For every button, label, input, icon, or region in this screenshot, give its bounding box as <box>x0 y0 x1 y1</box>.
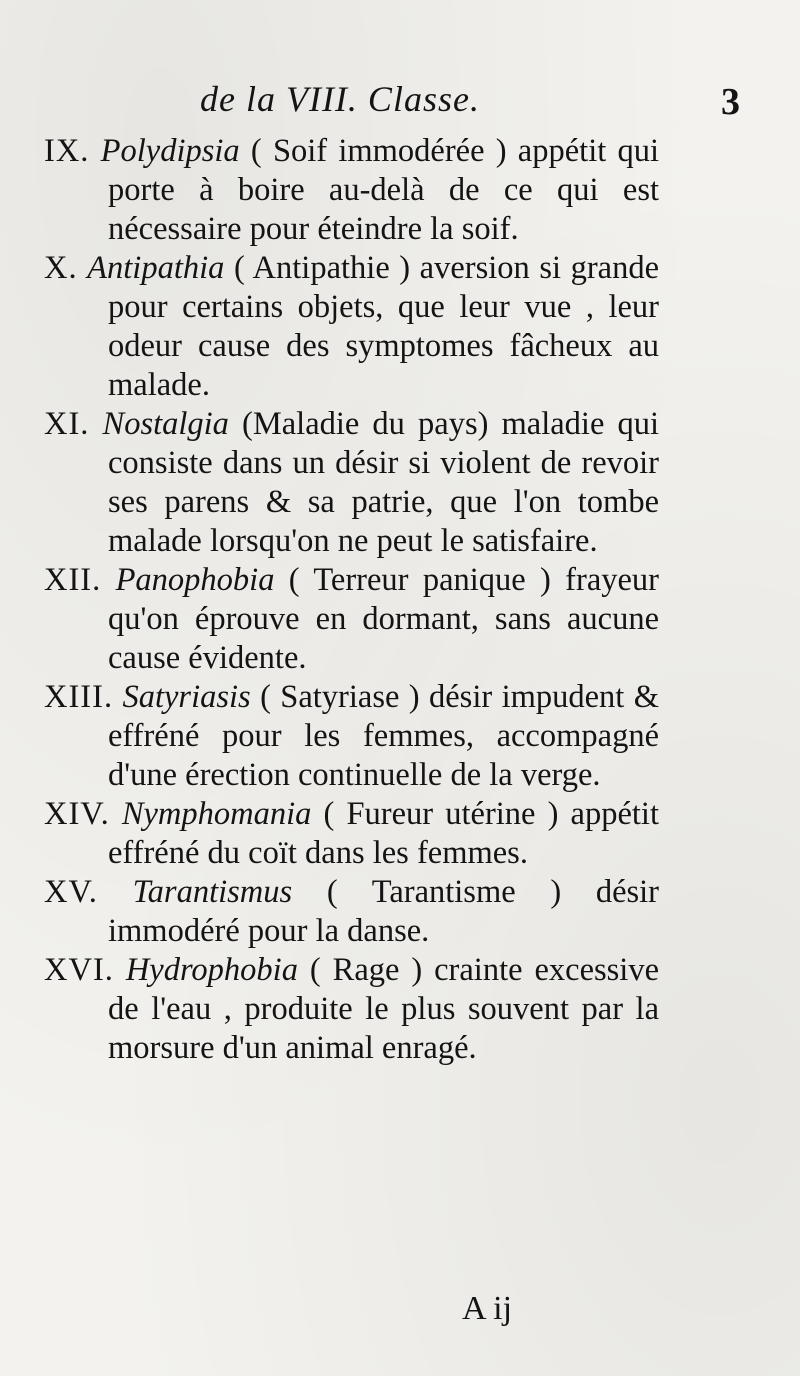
entry-numeral: XII. <box>44 562 102 598</box>
entry-latin-term: Tarantismus <box>132 874 293 910</box>
running-title: de la VIII. Classe. <box>200 79 480 119</box>
entry-latin-term: Panophobia <box>115 562 275 598</box>
entry-definition: ( Terreur panique ) frayeur qu'on éprouve en dormant, sans aucune cause évidente. <box>108 562 659 676</box>
entry-definition: ( Rage ) crainte excessive de l'eau , produite le plus souvent par la morsure d'un animal enragé. <box>108 952 659 1066</box>
entry-numeral: XIII. <box>44 679 114 715</box>
signature-mark: A ij <box>462 1290 513 1327</box>
running-head <box>200 78 740 128</box>
entry-definition: ( Antipathie ) aversion si grande pour certains objets, que leur vue , leur odeur cause des symptomes fâcheux au malade. <box>108 250 659 403</box>
entry-definition: ( Tarantisme ) désir immodéré pour la danse. <box>108 874 660 949</box>
entry-xvi <box>44 951 659 1068</box>
entry-latin-term: Nostalgia <box>102 406 229 442</box>
entry-numeral: IX. <box>44 133 90 169</box>
entry-numeral: XVI. <box>44 952 114 988</box>
entry-xi <box>44 405 659 561</box>
entry-numeral: XI. <box>44 406 90 442</box>
entry-numeral: XIV. <box>44 796 110 832</box>
entry-latin-term: Nymphomania <box>121 796 312 832</box>
entry-numeral: X. <box>44 250 78 286</box>
entry-xv <box>44 873 659 951</box>
entry-xii <box>44 561 659 678</box>
entry-xiii <box>44 678 659 795</box>
entry-definition: ( Soif immodérée ) appétit qui porte à boire au-delà de ce qui est nécessaire pour éteindre la soif. <box>108 133 660 247</box>
entry-definition: (Maladie du pays) maladie qui consiste dans un désir si violent de revoir ses parens & sa patrie, que l'on tombe malade lorsqu'on ne peut le satisfaire. <box>108 406 659 559</box>
entry-numeral: XV. <box>44 874 98 910</box>
entry-xiv <box>44 795 659 873</box>
entry-x <box>44 249 659 405</box>
entry-latin-term: Antipathia <box>87 250 225 286</box>
entry-ix <box>44 132 659 249</box>
page-number: 3 <box>721 81 740 123</box>
entry-definition: ( Satyriase ) désir impudent & effréné pour les femmes, accompagné d'une érection continuelle de la verge. <box>108 679 659 793</box>
entry-latin-term: Hydrophobia <box>125 952 298 988</box>
entry-definition: ( Fureur utérine ) appétit effréné du coït dans les femmes. <box>108 796 659 871</box>
entry-list <box>44 132 659 1068</box>
entry-latin-term: Polydipsia <box>100 133 240 169</box>
entry-latin-term: Satyriasis <box>122 679 251 715</box>
